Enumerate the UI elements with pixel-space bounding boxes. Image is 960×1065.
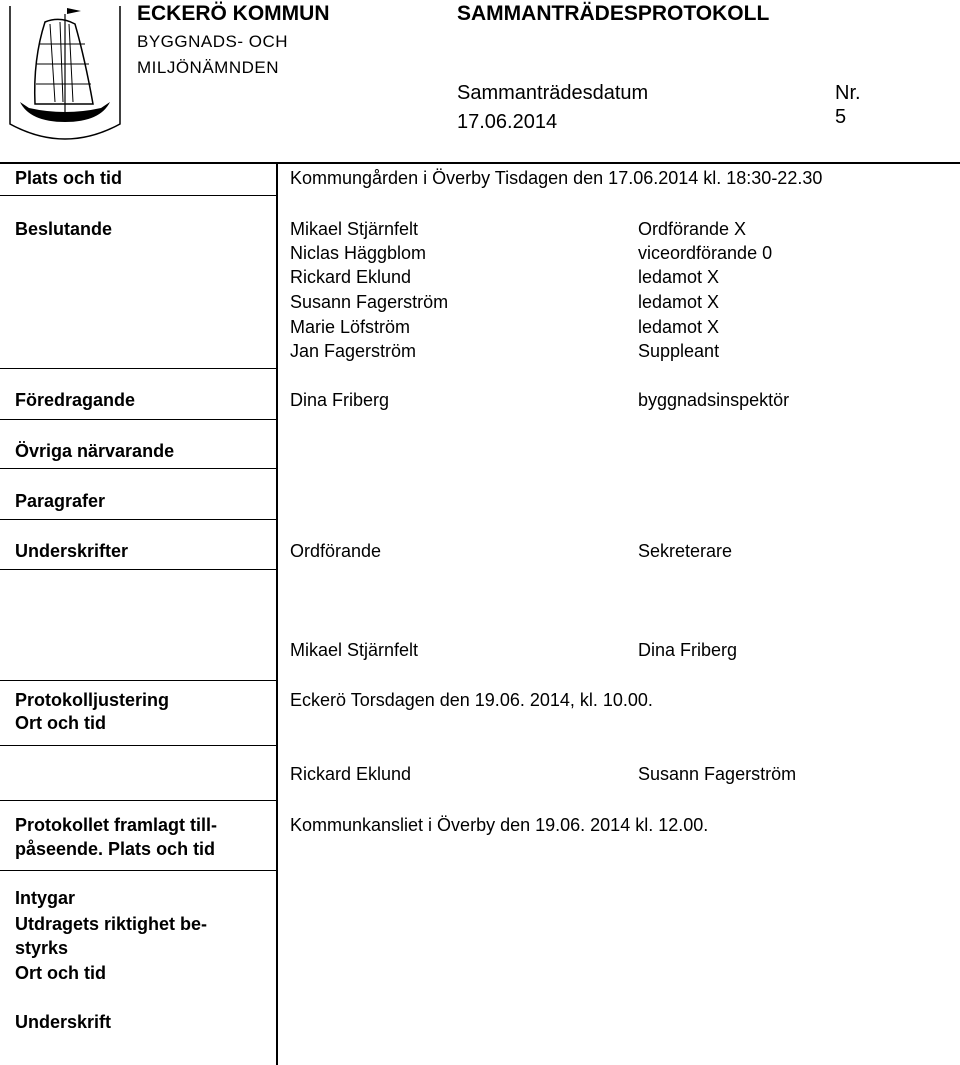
member-role: ledamot X <box>638 317 720 337</box>
member-role: Suppleant <box>638 341 720 361</box>
ship-logo-icon <box>5 4 125 159</box>
paragraphs-label: Paragrafer <box>15 491 106 511</box>
board-name-line2: MILJÖNÄMNDEN <box>137 58 280 77</box>
row-divider <box>0 800 278 801</box>
member-name: Marie Löfström <box>290 317 411 337</box>
adjuster-name-2: Susann Fagerström <box>638 764 797 784</box>
member-role: ledamot X <box>638 292 720 312</box>
adjustment-value: Eckerö Torsdagen den 19.06. 2014, kl. 10.00. <box>290 690 653 710</box>
municipality-name: ECKERÖ KOMMUN <box>137 2 330 25</box>
deciders-label: Beslutande <box>15 219 113 239</box>
chair-name: Mikael Stjärnfelt <box>290 640 419 660</box>
number-value: 5 <box>835 106 847 128</box>
member-name: Niclas Häggblom <box>290 243 427 263</box>
row-divider <box>0 680 278 681</box>
meeting-date-value: 17.06.2014 <box>457 111 558 133</box>
displayed-label-line1: Protokollet framlagt till- <box>15 815 218 835</box>
row-divider <box>0 569 278 570</box>
certificate-label-line4: Ort och tid <box>15 963 106 983</box>
board-name-line1: BYGGNADS- OCH <box>137 32 289 51</box>
displayed-value: Kommunkansliet i Överby den 19.06. 2014 kl. 12.00. <box>290 815 709 835</box>
municipality-logo <box>5 4 125 159</box>
secretary-name: Dina Friberg <box>638 640 738 660</box>
certificate-label-line1: Intygar <box>15 888 76 908</box>
meeting-date-label: Sammanträdesdatum <box>457 82 649 104</box>
presenter-role: byggnadsinspektör <box>638 390 790 410</box>
row-divider <box>0 419 278 420</box>
header-divider <box>0 162 960 164</box>
member-name: Rickard Eklund <box>290 267 412 287</box>
member-name: Susann Fagerström <box>290 292 449 312</box>
others-present-label: Övriga närvarande <box>15 441 175 461</box>
row-divider <box>0 870 278 871</box>
row-divider <box>0 368 278 369</box>
row-divider <box>0 195 278 196</box>
adjustment-label-line1: Protokolljustering <box>15 690 170 710</box>
adjustment-label-line2: Ort och tid <box>15 713 106 733</box>
place-time-value: Kommungården i Överby Tisdagen den 17.06.2014 kl. 18:30-22.30 <box>290 168 823 188</box>
column-divider <box>276 162 278 1065</box>
row-divider <box>0 745 278 746</box>
presenter-label: Föredragande <box>15 390 136 410</box>
certificate-label-line3: styrks <box>15 938 69 958</box>
document-title: SAMMANTRÄDESPROTOKOLL <box>457 2 770 25</box>
displayed-label-line2: påseende. Plats och tid <box>15 839 216 859</box>
presenter-name: Dina Friberg <box>290 390 390 410</box>
secretary-title: Sekreterare <box>638 541 733 561</box>
signatures-label: Underskrifter <box>15 541 129 561</box>
row-divider <box>0 519 278 520</box>
row-divider <box>0 468 278 469</box>
member-role: viceordförande 0 <box>638 243 773 263</box>
place-time-label: Plats och tid <box>15 168 123 188</box>
member-name: Jan Fagerström <box>290 341 417 361</box>
certificate-signature-label: Underskrift <box>15 1012 112 1032</box>
adjuster-name-1: Rickard Eklund <box>290 764 412 784</box>
certificate-label-line2: Utdragets riktighet be- <box>15 914 208 934</box>
number-label: Nr. <box>835 82 861 104</box>
member-role: Ordförande X <box>638 219 747 239</box>
chair-title: Ordförande <box>290 541 382 561</box>
member-name: Mikael Stjärnfelt <box>290 219 419 239</box>
member-role: ledamot X <box>638 267 720 287</box>
